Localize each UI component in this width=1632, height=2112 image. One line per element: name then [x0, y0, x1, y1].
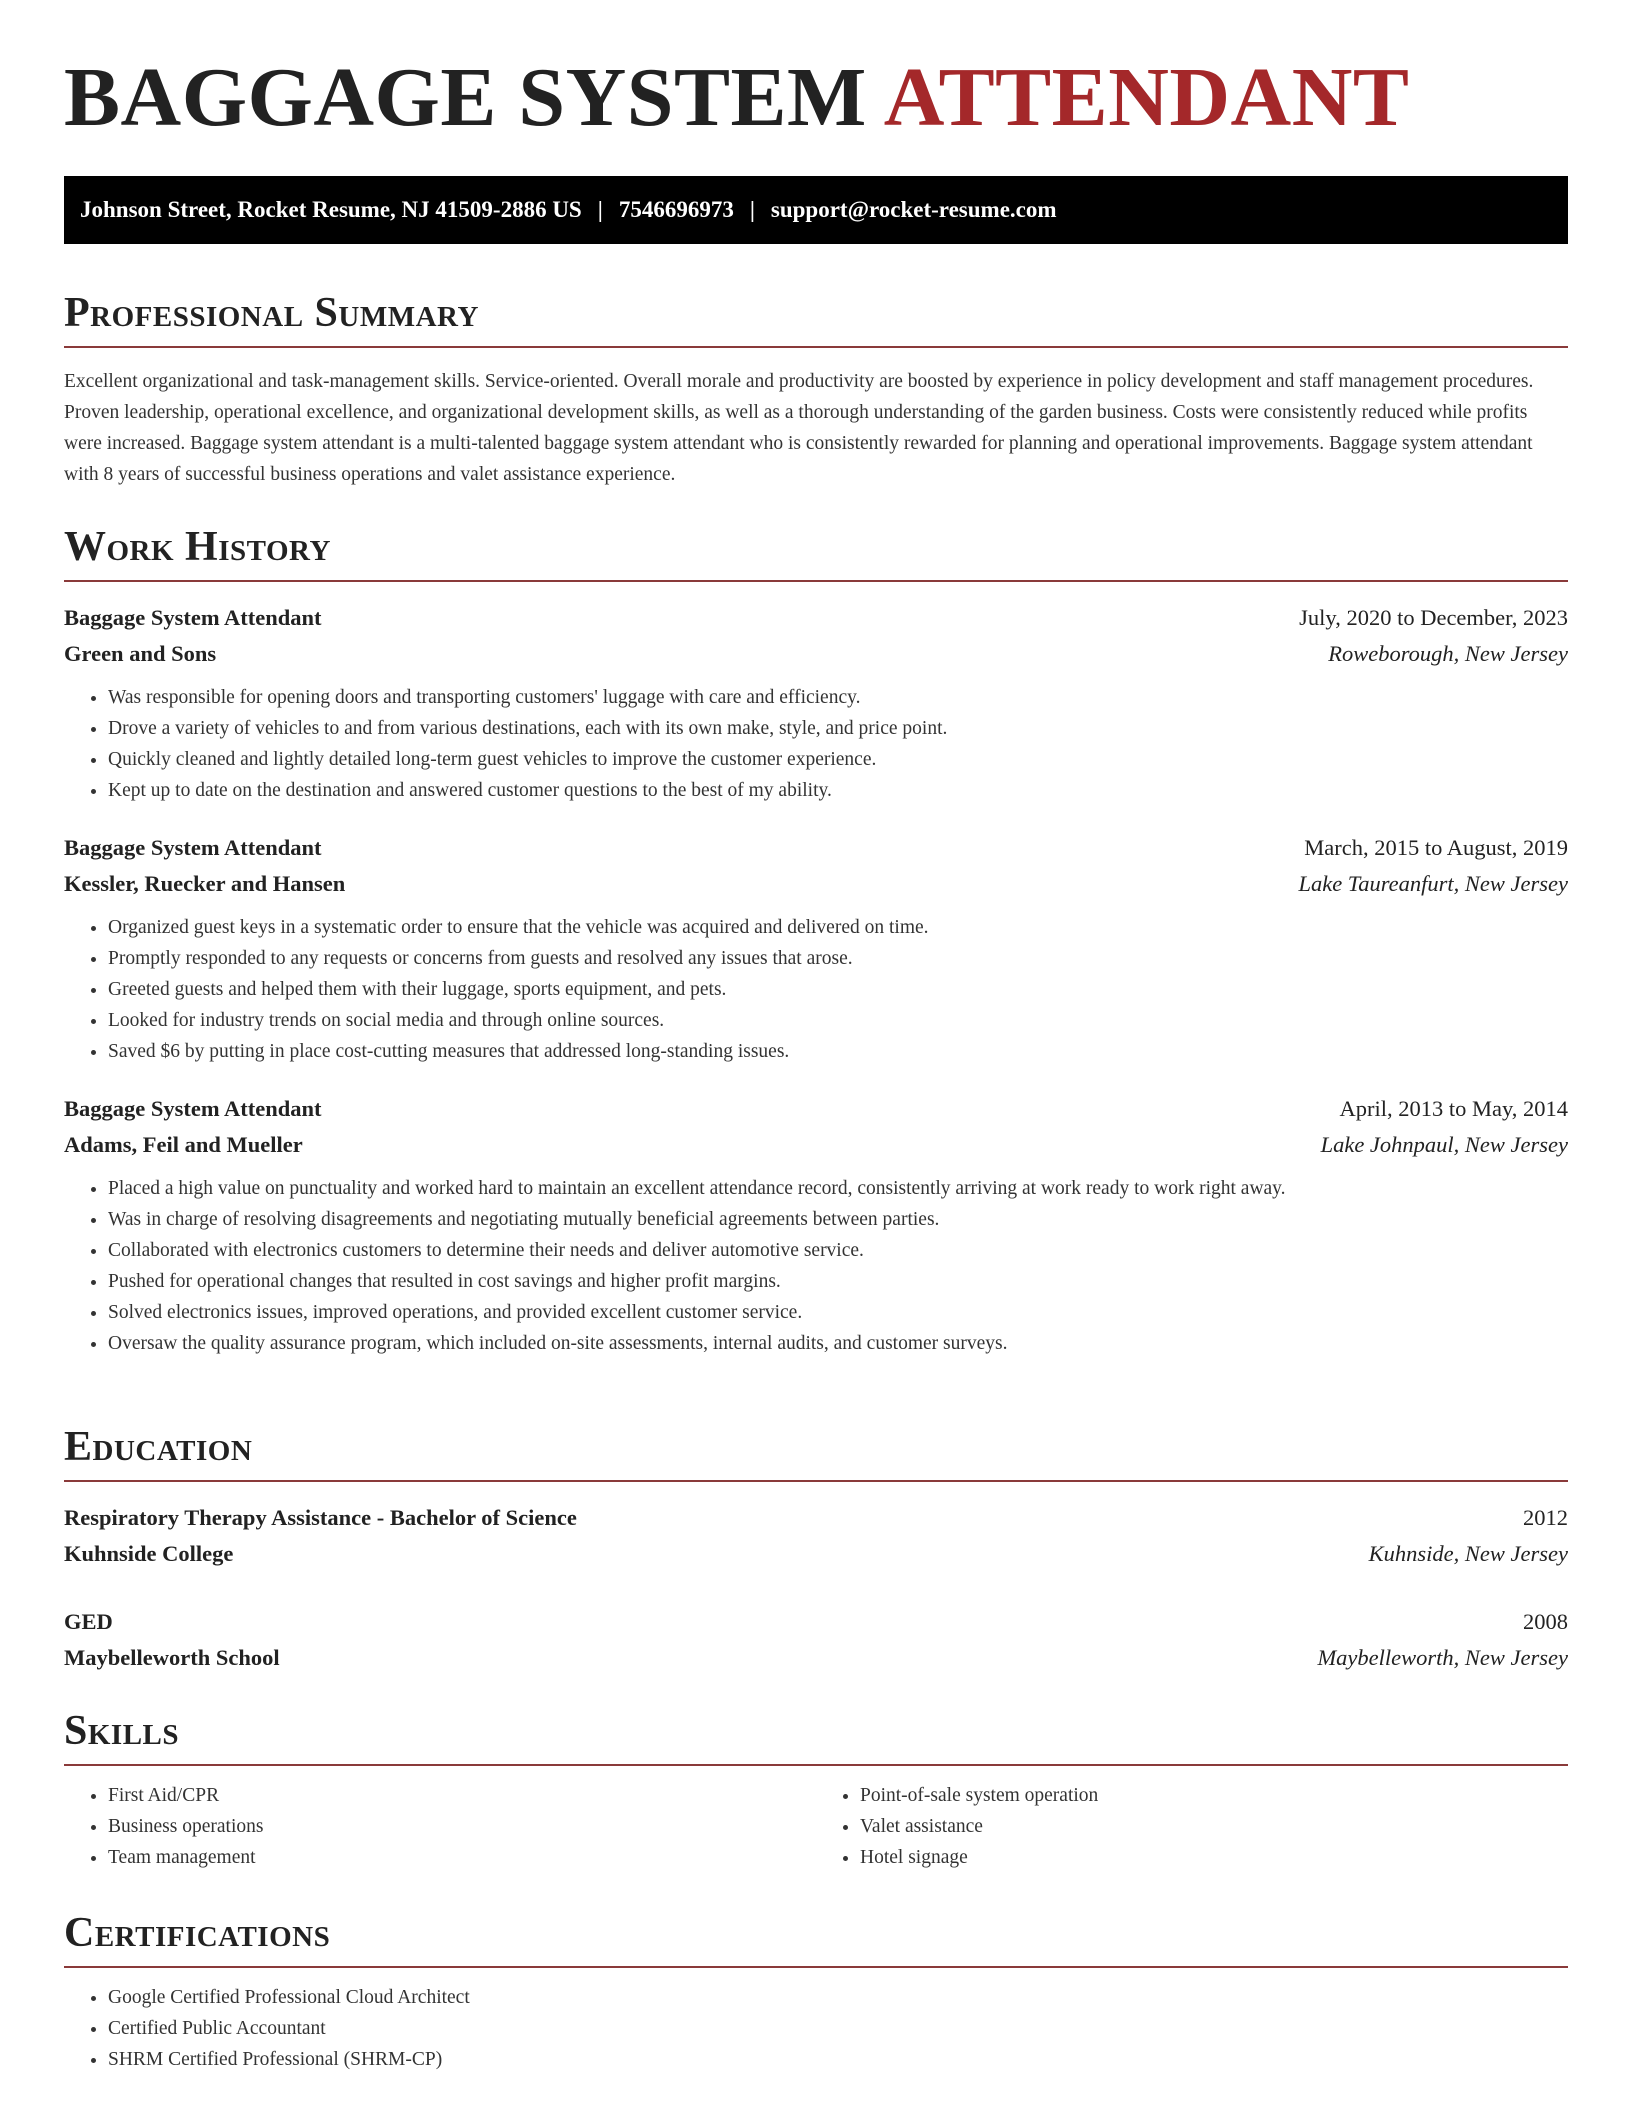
skill-item: • First Aid/CPR	[108, 1780, 816, 1811]
job-bullets	[64, 1173, 1568, 1359]
job-bullet: • Drove a variety of vehicles to and from various destinations, each with its own make, style, and price point.	[108, 713, 1568, 744]
education-location: Maybelleworth, New Jersey	[1317, 1645, 1568, 1670]
section-title: Skills	[64, 1708, 180, 1754]
section-title: Professional Summary	[64, 290, 479, 336]
work-history-section	[64, 526, 1568, 1383]
education-degree: GED	[64, 1609, 113, 1634]
job-bullet: • Solved electronics issues, improved operations, and provided excellent customer service.	[108, 1297, 1568, 1328]
education-section	[64, 1426, 1568, 1708]
job-bullet: • Saved $6 by putting in place cost-cutting measures that addressed long-standing issues.	[108, 1036, 1568, 1067]
job-bullet: • Looked for industry trends on social media and through online sources.	[108, 1005, 1568, 1036]
skill-item: • Point-of-sale system operation	[860, 1780, 1568, 1811]
job-company-row	[64, 636, 1568, 672]
contact-email: support@rocket-resume.com	[770, 197, 1057, 222]
job-bullet: • Pushed for operational changes that resulted in cost savings and higher profit margins.	[108, 1266, 1568, 1297]
job-bullet: • Was responsible for opening doors and transporting customers' luggage with care and efficiency.	[108, 682, 1568, 713]
skills-list-left	[64, 1780, 816, 1873]
job-bullet: • Quickly cleaned and lightly detailed long-term guest vehicles to improve the customer experience.	[108, 744, 1568, 775]
job-company-row	[64, 1127, 1568, 1163]
job-entry	[64, 600, 1568, 806]
contact-address: Johnson Street, Rocket Resume, NJ 41509-2886 US	[80, 197, 582, 222]
job-dates: July, 2020 to December, 2023	[1299, 605, 1568, 630]
contact-separator: |	[749, 197, 755, 222]
education-entry	[64, 1500, 1568, 1572]
education-degree-row	[64, 1500, 1568, 1536]
name-first-part: BAGGAGE SYSTEM	[64, 51, 867, 144]
certification-item: • Certified Public Accountant	[108, 2013, 1568, 2044]
skill-item: • Hotel signage	[860, 1842, 1568, 1873]
job-company: Green and Sons	[64, 641, 217, 666]
contact-separator: |	[597, 197, 603, 222]
job-header-row	[64, 830, 1568, 866]
job-bullet: • Placed a high value on punctuality and worked hard to maintain an excellent attendance record, consistently arriving at work ready to work right away.	[108, 1173, 1568, 1204]
education-location: Kuhnside, New Jersey	[1368, 1541, 1568, 1566]
skills-grid	[64, 1766, 1568, 1873]
section-title: Education	[64, 1424, 253, 1470]
section-title: Work History	[64, 524, 331, 570]
job-title: Baggage System Attendant	[64, 835, 322, 860]
certification-item: • Google Certified Professional Cloud Architect	[108, 1982, 1568, 2013]
summary-section	[64, 292, 1568, 490]
section-divider	[64, 580, 1568, 582]
education-school: Maybelleworth School	[64, 1645, 280, 1670]
job-dates: April, 2013 to May, 2014	[1339, 1096, 1568, 1121]
job-header-row	[64, 600, 1568, 636]
name-last-part: ATTENDANT	[883, 51, 1410, 144]
job-company: Adams, Feil and Mueller	[64, 1132, 303, 1157]
resume-name	[64, 0, 1568, 174]
section-divider	[64, 346, 1568, 348]
education-school-row	[64, 1640, 1568, 1676]
job-bullet: • Promptly responded to any requests or concerns from guests and resolved any issues that arose.	[108, 943, 1568, 974]
summary-text: Excellent organizational and task-management skills. Service-oriented. Overall morale and productivity are boosted by experience in policy development and staff management procedures. Proven leadership, operational excellence, and organizational development skills, as well as a thorough understanding of the garden business. Costs were consistently reduced while profits were increased. Baggage system attendant is a multi-talented baggage system attendant who is consistently rewarded for planning and operational improvements. Baggage system attendant with 8 years of successful business operations and valet assistance experience.	[64, 371, 1534, 485]
contact-bar	[64, 176, 1568, 244]
skills-list-right	[816, 1780, 1568, 1873]
job-entry	[64, 1091, 1568, 1359]
education-entry	[64, 1604, 1568, 1676]
job-location: Lake Johnpaul, New Jersey	[1320, 1132, 1568, 1157]
job-location: Roweborough, New Jersey	[1328, 641, 1568, 666]
education-year: 2008	[1523, 1609, 1568, 1634]
job-bullet: • Was in charge of resolving disagreements and negotiating mutually beneficial agreements between parties.	[108, 1204, 1568, 1235]
education-year: 2012	[1523, 1505, 1568, 1530]
section-title: Certifications	[64, 1910, 331, 1956]
job-entry	[64, 830, 1568, 1067]
certification-item: • SHRM Certified Professional (SHRM-CP)	[108, 2044, 1568, 2075]
job-bullet: • Collaborated with electronics customers to determine their needs and deliver automotive service.	[108, 1235, 1568, 1266]
education-degree-row	[64, 1604, 1568, 1640]
section-divider	[64, 1480, 1568, 1482]
job-header-row	[64, 1091, 1568, 1127]
education-degree: Respiratory Therapy Assistance - Bachelor of Science	[64, 1505, 577, 1530]
job-bullet: • Organized guest keys in a systematic order to ensure that the vehicle was acquired and delivered on time.	[108, 912, 1568, 943]
job-bullet: • Oversaw the quality assurance program, which included on-site assessments, internal audits, and customer surveys.	[108, 1328, 1568, 1359]
job-bullet: • Kept up to date on the destination and answered customer questions to the best of my ability.	[108, 775, 1568, 806]
job-company-row	[64, 866, 1568, 902]
job-dates: March, 2015 to August, 2019	[1304, 835, 1568, 860]
job-bullets	[64, 912, 1568, 1067]
job-company: Kessler, Ruecker and Hansen	[64, 871, 346, 896]
skill-item: • Business operations	[108, 1811, 816, 1842]
certifications-section	[64, 1912, 1568, 2075]
job-bullet: • Greeted guests and helped them with their luggage, sports equipment, and pets.	[108, 974, 1568, 1005]
section-divider	[64, 1966, 1568, 1968]
education-school-row	[64, 1536, 1568, 1572]
contact-phone: 7546696973	[618, 197, 734, 222]
education-school: Kuhnside College	[64, 1541, 234, 1566]
certifications-list	[64, 1982, 1568, 2075]
job-title: Baggage System Attendant	[64, 1096, 322, 1121]
skill-item: • Team management	[108, 1842, 816, 1873]
job-title: Baggage System Attendant	[64, 605, 322, 630]
job-location: Lake Taureanfurt, New Jersey	[1298, 871, 1568, 896]
skills-section	[64, 1710, 1568, 1873]
job-bullets	[64, 682, 1568, 806]
skill-item: • Valet assistance	[860, 1811, 1568, 1842]
